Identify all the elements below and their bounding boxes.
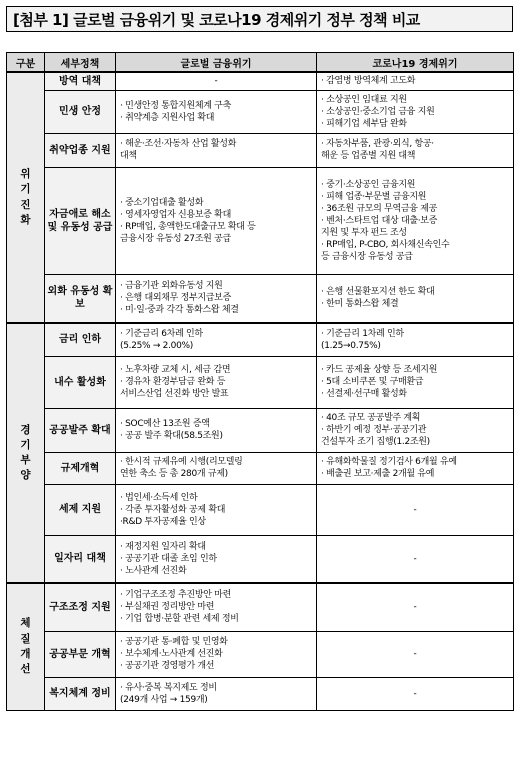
sub-policy-label: 일자리 대책 bbox=[45, 535, 116, 583]
sub-policy-label: 방역 대책 bbox=[45, 72, 116, 90]
gfc-policy-cell bbox=[116, 72, 317, 90]
gfc-policy-cell bbox=[116, 167, 317, 274]
sub-policy-label: 취약업종 지원 bbox=[45, 133, 116, 167]
policy-line: · 40조 규모 공공발주 계획 bbox=[321, 413, 421, 423]
policy-line: · 노사관계 선진화 bbox=[120, 565, 187, 576]
policy-line: · 소상공인·중소기업 금융 지원 bbox=[321, 106, 435, 117]
category-char: 기 bbox=[20, 183, 31, 196]
gfc-policy-cell bbox=[116, 90, 317, 133]
sub-policy-label: 세제 지원 bbox=[45, 484, 116, 535]
covid-policy-cell bbox=[317, 484, 514, 535]
policy-line: 등 금융시장 유동성 공급 bbox=[321, 251, 413, 262]
policy-line: · 피해 업종·부문별 금융지원 bbox=[321, 191, 427, 202]
table-body bbox=[7, 72, 514, 710]
policy-line: · 기업 합병·분할 관련 세제 정비 bbox=[120, 614, 239, 625]
policy-line: - bbox=[413, 553, 417, 564]
category-char: 부 bbox=[20, 454, 31, 466]
sub-policy-label: 외화 유동성 확보 bbox=[45, 274, 116, 323]
table-row bbox=[7, 631, 514, 677]
policy-line: · 법인세·소득세 인하 bbox=[120, 492, 198, 503]
gfc-policy-cell bbox=[116, 484, 317, 535]
policy-line: 금융시장 유동성 27조원 공급 bbox=[120, 233, 231, 244]
sub-policy-label: 금리 인하 bbox=[45, 323, 116, 356]
table-header-row bbox=[7, 53, 514, 73]
policy-line: · RP매입, P-CBO, 회사채신속인수 bbox=[321, 239, 450, 250]
table-row bbox=[7, 583, 514, 631]
category-char: 화 bbox=[20, 213, 31, 226]
covid-policy-cell bbox=[317, 356, 514, 408]
category-char: 경 bbox=[20, 423, 31, 436]
sub-policy-label: 복지체계 정비 bbox=[45, 677, 116, 710]
category-char: 진 bbox=[20, 198, 31, 211]
policy-line: 연한 축소 등 총 280개 규제) bbox=[120, 469, 228, 479]
policy-line: (1.25→0.75%) bbox=[321, 340, 381, 351]
policy-line: · 한시적 규제유예 시행(리모델링 bbox=[120, 457, 243, 467]
table-row bbox=[7, 167, 514, 274]
policy-line: · 공공기관 대졸 초임 인하 bbox=[120, 553, 217, 564]
policy-line: - bbox=[214, 76, 218, 87]
policy-line: 대책 bbox=[120, 151, 137, 161]
policy-line: · 한미 통화스왑 체결 bbox=[321, 299, 399, 310]
table-row bbox=[7, 484, 514, 535]
policy-line: · 36조원 규모의 무역금융 제공 bbox=[321, 203, 437, 214]
policy-line: · 재정지원 일자리 확대 bbox=[120, 541, 206, 552]
policy-line: · 소상공인 임대료 지원 bbox=[321, 94, 407, 105]
table-row bbox=[7, 408, 514, 452]
header-covid-crisis: 코로나19 경제위기 bbox=[317, 53, 514, 73]
policy-line: · 5대 소비쿠폰 및 구매환급 bbox=[321, 377, 424, 387]
policy-line: · 금융기관 외화유동성 지원 bbox=[120, 281, 223, 292]
header-global-financial-crisis: 글로벌 금융위기 bbox=[116, 53, 317, 73]
covid-policy-cell bbox=[317, 677, 514, 710]
policy-line: · 하반기 예정 정부·공공기관 bbox=[321, 425, 427, 435]
covid-policy-cell bbox=[317, 72, 514, 90]
table-row bbox=[7, 90, 514, 133]
sub-policy-label: 민생 안정 bbox=[45, 90, 116, 133]
policy-line: · 보수체계·노사관계 선진화 bbox=[120, 649, 223, 659]
policy-line: - bbox=[413, 602, 417, 613]
policy-line: · 은행 선물환포지션 한도 확대 bbox=[321, 287, 435, 298]
policy-line: 건설투자 조기 집행(1.2조원) bbox=[321, 437, 430, 447]
sub-policy-label: 규제개혁 bbox=[45, 452, 116, 484]
category-char: 개 bbox=[20, 647, 31, 660]
table-row bbox=[7, 323, 514, 356]
covid-policy-cell bbox=[317, 631, 514, 677]
policy-line: · 민생안정 통합지원체계 구축 bbox=[120, 100, 231, 111]
policy-line: · 미·일·중과 각각 통화스왑 체결 bbox=[120, 305, 239, 316]
gfc-policy-cell bbox=[116, 133, 317, 167]
policy-line: · 해운·조선·자동차 산업 활성화 bbox=[120, 139, 237, 149]
gfc-policy-cell bbox=[116, 535, 317, 583]
policy-line: - bbox=[413, 649, 417, 659]
policy-line: - bbox=[413, 504, 417, 515]
covid-policy-cell bbox=[317, 583, 514, 631]
policy-line: (5.25% → 2.00%) bbox=[120, 340, 193, 351]
sub-policy-label: 공공부문 개혁 bbox=[45, 631, 116, 677]
category-char: 체 bbox=[20, 617, 31, 630]
gfc-policy-cell bbox=[116, 408, 317, 452]
policy-line: · 은행 대외채무 정부지급보증 bbox=[120, 293, 231, 304]
policy-line: 지원 및 투자 펀드 조성 bbox=[321, 227, 407, 238]
category-cell bbox=[7, 323, 45, 583]
policy-line: · 공공기관 경영평가 개선 bbox=[120, 661, 215, 671]
table-row bbox=[7, 274, 514, 323]
policy-line: · RP매입, 총액한도대출규모 확대 등 bbox=[120, 221, 256, 232]
policy-line: · 경유차 환경부담금 완화 등 bbox=[120, 377, 226, 387]
policy-line: · 중소기업대출 활성화 bbox=[120, 197, 204, 208]
covid-policy-cell bbox=[317, 408, 514, 452]
gfc-policy-cell bbox=[116, 323, 317, 356]
sub-policy-label: 공공발주 확대 bbox=[45, 408, 116, 452]
policy-line: · 선결제·선구매 활성화 bbox=[321, 389, 407, 399]
covid-policy-cell bbox=[317, 452, 514, 484]
policy-line: · 감염병 방역체계 고도화 bbox=[321, 76, 416, 87]
category-char: 선 bbox=[20, 662, 31, 675]
table-row bbox=[7, 677, 514, 710]
covid-policy-cell bbox=[317, 90, 514, 133]
policy-line: · 기업구조조정 추진방안 마련 bbox=[120, 590, 231, 601]
sub-policy-label: 내수 활성화 bbox=[45, 356, 116, 408]
policy-line: · 자동차부품, 관광·외식, 항공· bbox=[321, 139, 434, 149]
policy-line: · 기준금리 6차례 인하 bbox=[120, 328, 203, 339]
policy-line: · 각종 투자활성화 공제 확대 bbox=[120, 504, 226, 515]
category-char: 위 bbox=[20, 168, 31, 181]
document-title-box bbox=[6, 6, 513, 32]
table-row bbox=[7, 452, 514, 484]
policy-line: · 기준금리 1차례 인하 bbox=[321, 328, 404, 339]
gfc-policy-cell bbox=[116, 452, 317, 484]
policy-line: (249개 사업 → 159개) bbox=[120, 694, 208, 705]
policy-line: · 배출권 보고·제출 2개월 유예 bbox=[321, 469, 435, 479]
gfc-policy-cell bbox=[116, 631, 317, 677]
policy-line: · 중기·소상공인 금융지원 bbox=[321, 179, 416, 190]
policy-line: · 유사·중복 복지제도 정비 bbox=[120, 682, 217, 693]
policy-line: · 노후차량 교체 시, 세금 감면 bbox=[120, 365, 231, 375]
gfc-policy-cell bbox=[116, 583, 317, 631]
policy-line: 서비스산업 선진화 방안 발표 bbox=[120, 389, 229, 399]
gfc-policy-cell bbox=[116, 356, 317, 408]
gfc-policy-cell bbox=[116, 274, 317, 323]
policy-line: ·R&D 투자공제율 인상 bbox=[120, 516, 206, 527]
document-title: [첨부 1] 글로벌 금융위기 및 코로나19 경제위기 정부 정책 비교 bbox=[13, 10, 420, 29]
header-category: 구분 bbox=[7, 53, 45, 73]
policy-line: · 카드 공제율 상향 등 조세지원 bbox=[321, 365, 438, 375]
category-char: 양 bbox=[20, 469, 31, 482]
table-row bbox=[7, 133, 514, 167]
category-char: 질 bbox=[20, 632, 31, 645]
policy-line: 해운 등 업종별 지원 대책 bbox=[321, 151, 416, 161]
policy-line: · SOC예산 13조원 증액 bbox=[120, 419, 210, 429]
policy-line: · 공공 발주 확대(58.5조원) bbox=[120, 431, 223, 441]
policy-line: · 벤처·스타트업 대상 대출·보증 bbox=[321, 215, 438, 226]
policy-line: · 피해기업 세부담 완화 bbox=[321, 118, 407, 129]
table-row bbox=[7, 356, 514, 408]
policy-line: · 취약계층 지원사업 확대 bbox=[120, 112, 215, 123]
gfc-policy-cell bbox=[116, 677, 317, 710]
category-char: 기 bbox=[20, 438, 31, 451]
category-cell bbox=[7, 583, 45, 710]
table-row bbox=[7, 535, 514, 583]
covid-policy-cell bbox=[317, 133, 514, 167]
covid-policy-cell bbox=[317, 323, 514, 356]
header-sub-policy: 세부정책 bbox=[45, 53, 116, 73]
sub-policy-label: 구조조정 지원 bbox=[45, 583, 116, 631]
table-row bbox=[7, 72, 514, 90]
policy-comparison-table bbox=[6, 52, 514, 711]
covid-policy-cell bbox=[317, 274, 514, 323]
policy-line: · 영세자영업자 신용보증 확대 bbox=[120, 209, 231, 220]
policy-line: · 유해화학물질 정기검사 6개월 유예 bbox=[321, 457, 457, 467]
category-cell bbox=[7, 72, 45, 323]
policy-line: · 공공기관 통·폐합 및 민영화 bbox=[120, 637, 228, 647]
sub-policy-label: 자금애로 해소 및 유동성 공급 bbox=[45, 167, 116, 274]
covid-policy-cell bbox=[317, 535, 514, 583]
covid-policy-cell bbox=[317, 167, 514, 274]
policy-line: · 부실채권 정리방안 마련 bbox=[120, 602, 215, 613]
policy-line: - bbox=[413, 688, 417, 699]
